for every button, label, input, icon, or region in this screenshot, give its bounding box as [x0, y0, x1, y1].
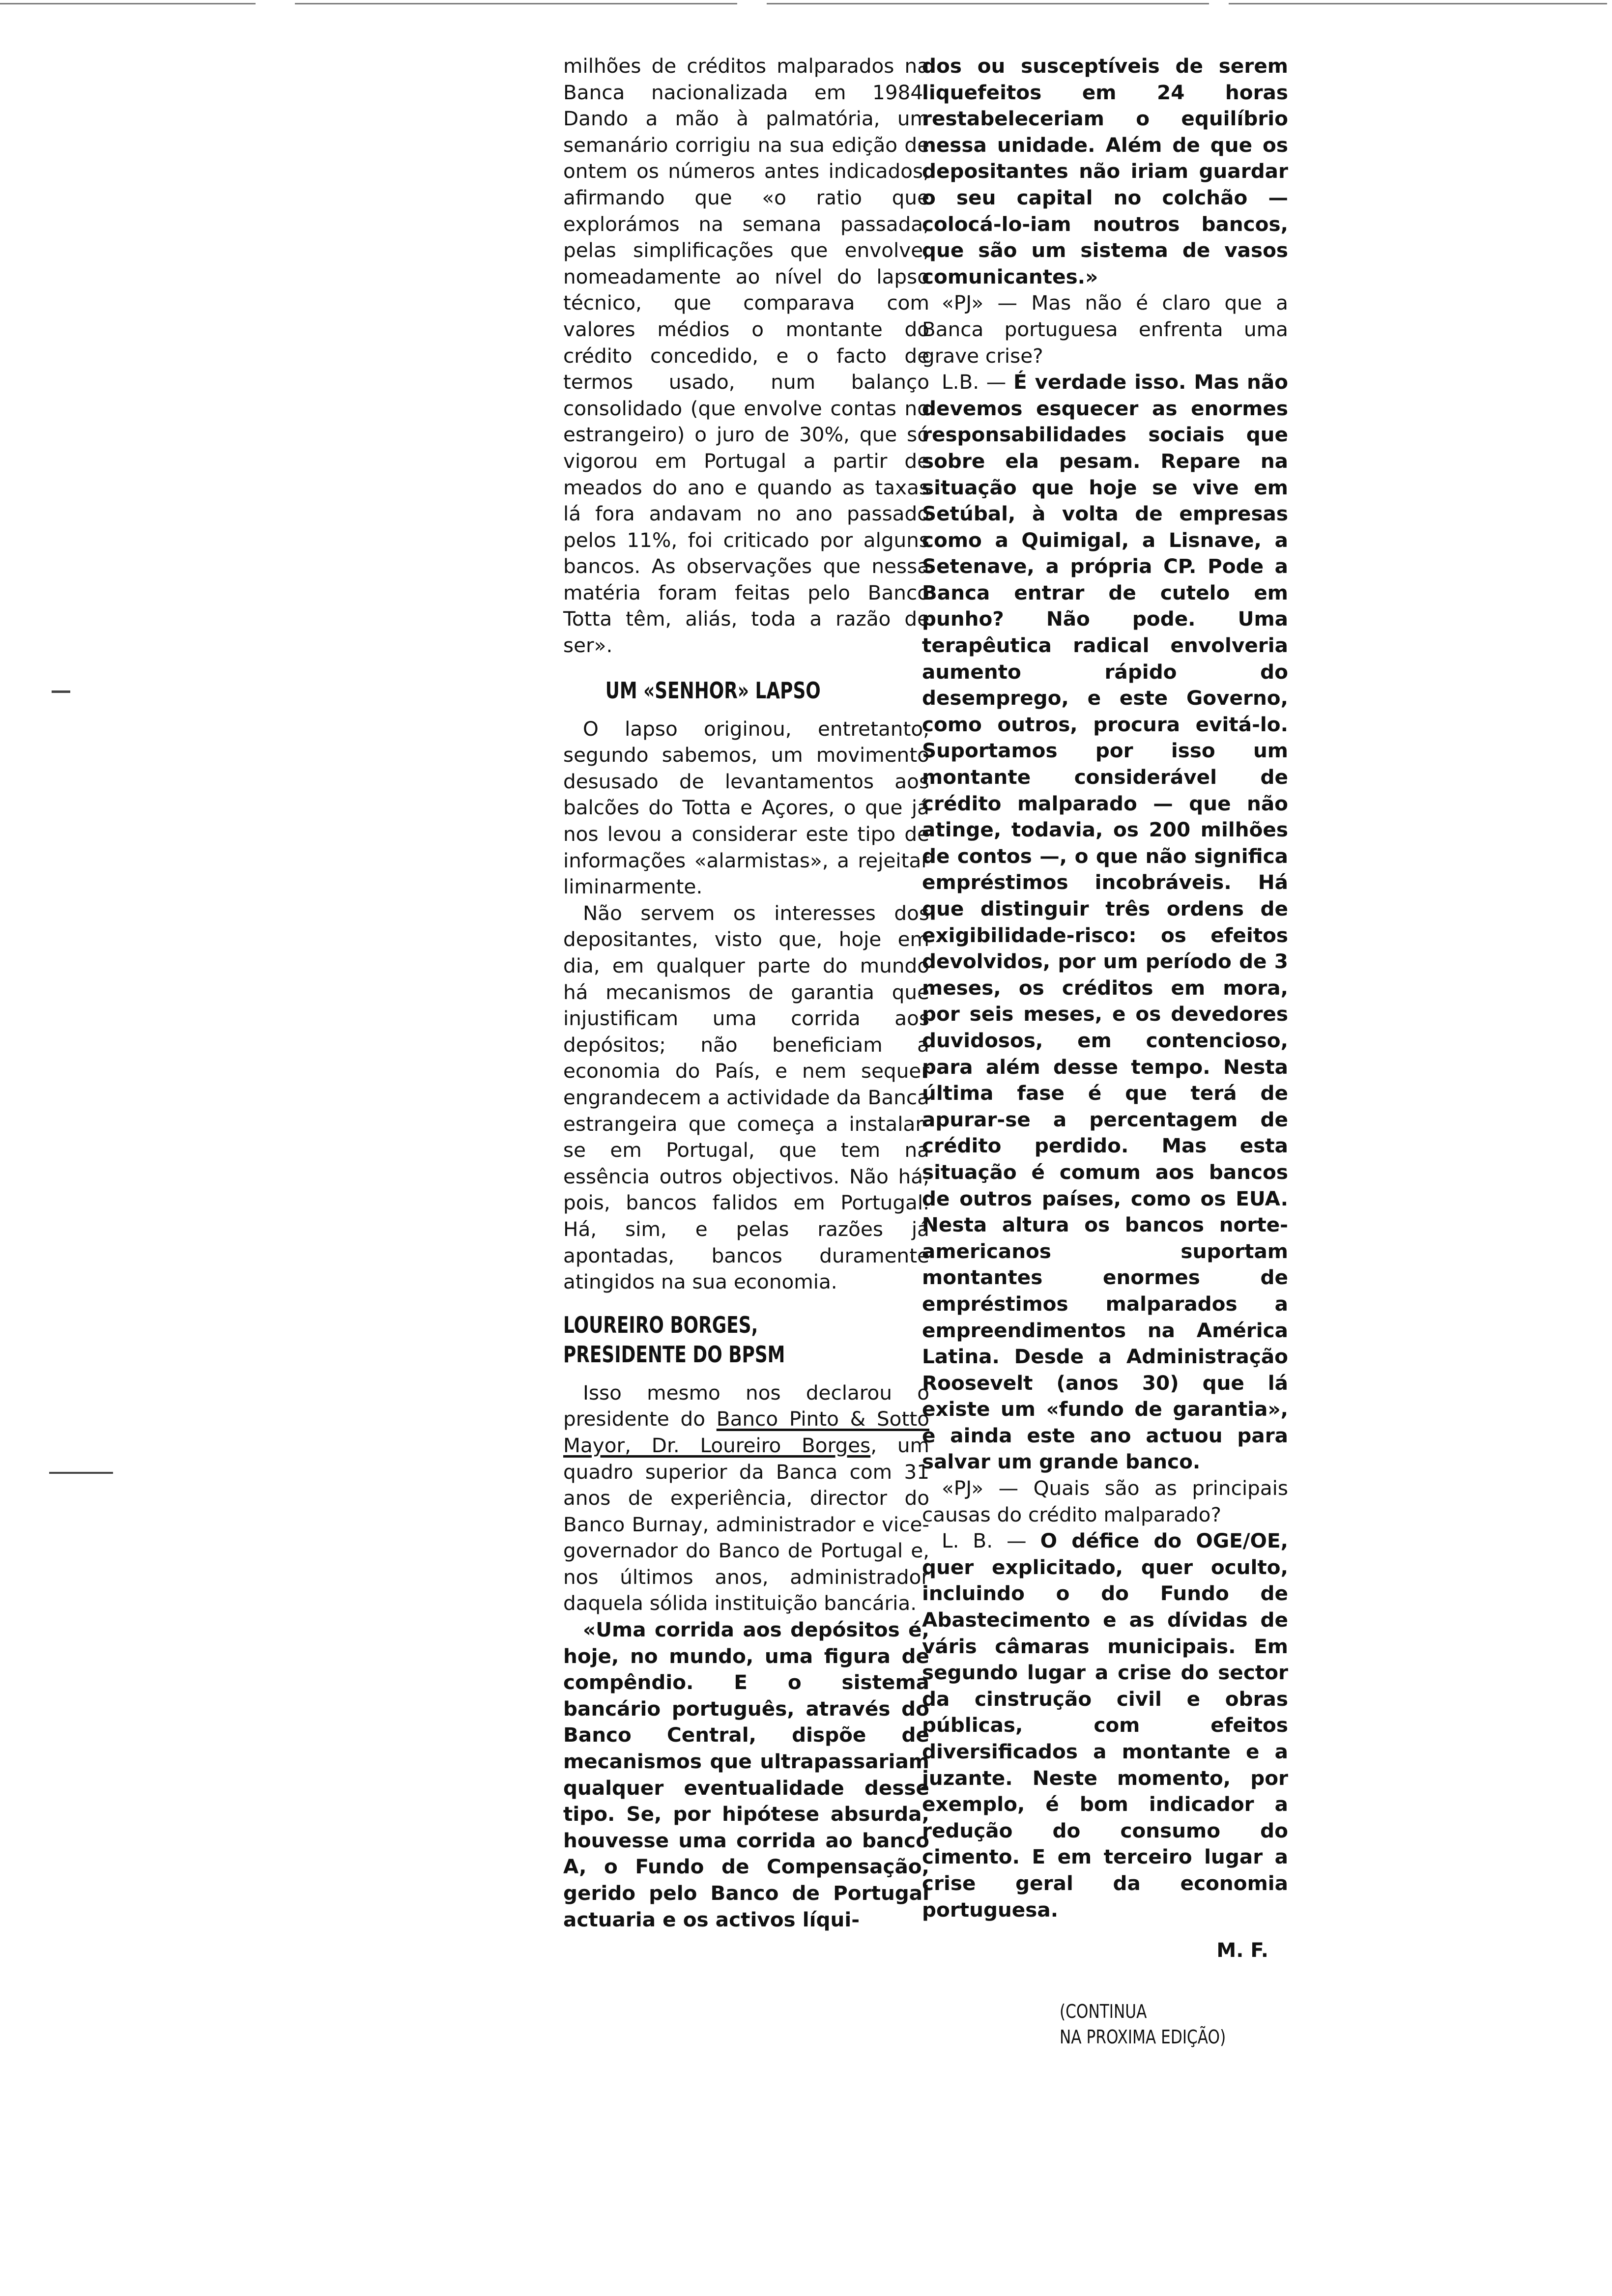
answer-text: É verdade isso. Mas não devemos esquecer as enormes responsabilidades sociais que sobre ela pesam. Repare na situação que hoje se vive em Setúbal, à volta de empresas como a Quimigal, a Lisnave, a Setenave, a própria CP. Pode a Banca entrar de cutelo em punho? Não pode. Uma terapêutica radical envolveria aumento rápido do desemprego, e este Governo, como outros, procura evitá-lo. Suportamos por isso um montante considerável de crédito malparado — que não atinge, todavia, os 200 milhões de contos —, o que não significa empréstimos incobráveis. Há que distinguir três ordens de exigibilidade-risco: os efeitos devolvidos, por um período de 3 meses, os créditos em mora, por seis meses, e os devedores duvidosos, em contencioso, para além desse tempo. Nesta última fase é que terá de apurar-se a percentagem de crédito perdido. Mas esta situação é comum aos bancos de outros países, como os EUA. Nesta altura os bancos norte-americanos suportam montantes enormes de empréstimos malparados a empreendimentos na América Latina. Desde a Administração Roosevelt (anos 30) que lá existe um «fundo de garantia», e ainda este ano actuou para salvar um grande banco. — [922, 370, 1289, 1474]
subheading-senhor-lapso: UM «SENHOR» LAPSO — [605, 677, 821, 704]
scan-speck — [49, 1472, 113, 1474]
scan-speck — [52, 690, 70, 693]
quote-paragraph: «Uma corrida aos depósitos é, hoje, no mundo, uma figura de compêndio. E o sistema bancário português, através do Banco Central, dispõe de mecanismos que ultrapassariam qualquer eventualidade desse tipo. Se, por hipótese absurda, houvesse uma corrida ao banco A, o Fundo de Compensação, gerido pelo Banco de Portugal actuaria e os activos líqui- — [563, 1618, 929, 1931]
text-run: Isso mesmo nos declarou o presidente do — [563, 1380, 929, 1431]
continued-line-2: NA PROXIMA EDIÇÃO) — [1060, 2026, 1226, 2048]
speaker-initials: L. B. — — [942, 1529, 1040, 1553]
interview-question: «PJ» — Quais são as principais causas do crédito malparado? — [922, 1476, 1288, 1526]
subheading-presidente-bpsm: PRESIDENTE DO BPSM — [563, 1341, 785, 1368]
quote-paragraph: dos ou susceptíveis de serem liquefeitos em 24 horas restabeleceriam o equilíbrio nessa unidade. Além de que os depositantes não iriam guardar o seu capital no colchão — colocá-lo-iam noutros bancos, que são um sistema de vasos comunicantes.» — [922, 54, 1288, 288]
text-run: , um quadro superior da Banca com 31 anos de experiência, director do Banco Burnay, administrador e vice-governador do Banco de Portugal e, nos últimos anos, administrador daquela sólida instituição bancária. — [563, 1433, 929, 1615]
paragraph: Não servem os interesses dos depositantes, visto que, hoje em dia, em qualquer parte do mundo há mecanismos de garantia que injustificam uma corrida aos depósitos; não beneficiam a economia do País, e nem sequer engrandecem a actividade da Banca estrangeira que começa a instalar-se em Portugal, que tem na essência outros objectivos. Não há, pois, bancos falidos em Portugal. Há, sim, e pelas razões já apontadas, bancos duramente atingidos na sua economia. — [563, 901, 929, 1294]
scan-rule — [295, 3, 737, 4]
scan-rule — [0, 3, 256, 4]
paragraph — [563, 1380, 929, 1617]
interview-answer — [922, 369, 1288, 1475]
paragraph: O lapso originou, entretanto, segundo sabemos, um movimento desusado de levantamentos aos balcões do Totta e Açores, o que já nos levou a considerar este tipo de informações «alarmistas», a rejeitar liminarmente. — [563, 717, 929, 899]
interview-question: «PJ» — Mas não é claro que a Banca portuguesa enfrenta uma grave crise? — [922, 291, 1288, 368]
answer-text: O défice do OGE/OE, quer explicitado, quer oculto, incluindo o do Fundo de Abastecimento e as dívidas de váris câmaras municipais. Em segundo lugar a crise do sector da cinstrução civil e obras públicas, com efeitos diversificados a montante e a juzante. Neste momento, por exemplo, é bom indicador a redução do consumo do cimento. E em terceiro lugar a crise geral da economia portuguesa. — [922, 1529, 1289, 1922]
paragraph: milhões de créditos malparados na Banca nacionalizada em 1984. Dando a mão à palmatória, um semanário corrigiu na sua edição de ontem os números antes indicados, afirmando que «o ratio que explorámos na semana passada, pelas simplificações que envolve, nomeadamente ao nível do lapso técnico, que comparava com valores médios o montante do crédito concedido, e o facto de termos usado, num balanço consolidado (que envolve contas no estrangeiro) o juro de 30%, que só vigorou em Portugal a partir de meados do ano e quando as taxas lá fora andavam no ano passado pelos 11%, foi criticado por alguns bancos. As observações que nessa matéria foram feitas pelo Banco Totta têm, aliás, toda a razão de ser». — [563, 54, 929, 658]
scan-rule — [767, 3, 1209, 4]
article-column-right — [922, 53, 1288, 2050]
scan-rule — [1229, 3, 1607, 4]
subheading-loureiro-borges: LOUREIRO BORGES, — [563, 1311, 758, 1338]
article-column-left — [563, 53, 929, 1933]
speaker-initials: L.B. — — [942, 370, 1013, 394]
interview-answer — [922, 1528, 1288, 1923]
continued-note — [1060, 1999, 1247, 2050]
author-signature: M. F. — [1216, 1939, 1268, 1962]
underlined-bank-name: Banco Pinto & Sotto Mayor, Dr. Loureiro Borges — [563, 1407, 929, 1457]
continued-line-1: (CONTINUA — [1060, 2000, 1147, 2022]
